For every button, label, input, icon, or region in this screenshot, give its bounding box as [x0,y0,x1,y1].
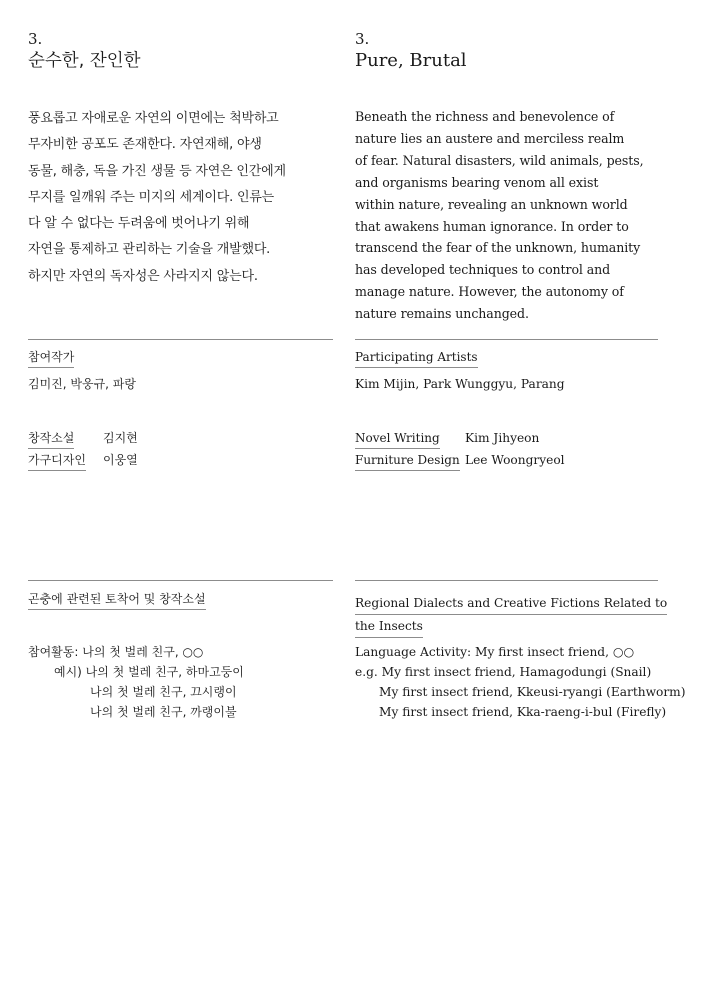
credit-role: 가구디자인 [28,453,86,471]
body-paragraph [355,106,658,325]
example-line: 나의 첫 벌레 친구, 까랭이불 [90,705,237,719]
section2-label-line: the Insects [355,615,423,638]
credit-role: Furniture Design [355,453,460,471]
body-paragraph [28,106,333,290]
artists-label: 참여작가 [28,350,74,368]
divider [355,580,658,581]
body-line: that awakens human ignorance. In order to [355,218,629,234]
body-line: of fear. Natural disasters, wild animals, pests, [355,152,644,168]
body-line: manage nature. However, the autonomy of [355,284,624,300]
body-line: nature remains unchanged. [355,306,529,322]
credit-role: Novel Writing [355,431,440,449]
body-line: nature lies an austere and merciless realm [355,130,625,146]
body-line: 하지만 자연의 독자성은 사라지지 않는다. [28,268,258,284]
body-line: 자연을 통제하고 관리하는 기술을 개발했다. [28,242,271,258]
credit-name: Lee Woongryeol [465,453,565,467]
example-line: My first insect friend, Kka-raeng-i-bul (Firefly) [379,705,667,719]
divider [355,339,658,340]
body-line: has developed techniques to control and [355,262,611,278]
credit-name: Kim Jihyeon [465,431,540,445]
activity-line: 참여활동: 나의 첫 벌레 친구, ○○ [28,645,204,659]
body-line: 풍요롭고 자애로운 자연의 이면에는 척박하고 [28,111,279,126]
activity-line: Language Activity: My first insect friend, ○○ [355,645,635,659]
section-number: 3. [355,30,370,48]
body-line: Beneath the richness and benevolence of [355,109,615,124]
body-line: 다 알 수 없다는 두려움에 벗어나기 위해 [28,216,250,232]
body-line: and organisms bearing venom all exist [355,174,599,190]
body-line: transcend the fear of the unknown, humanity [355,240,641,256]
credit-role: 창작소설 [28,431,74,449]
artists-list: 김미진, 박웅규, 파랑 [28,377,136,391]
section-title: 순수한, 잔인한 [28,51,141,71]
section2-label-line: Regional Dialects and Creative Fictions Related to [355,592,667,615]
example-line: e.g. My first insect friend, Hamagodungi (Snail) [355,665,652,679]
body-line: 무지를 일깨워 주는 미지의 세계이다. 인류는 [28,189,275,205]
divider [28,339,333,340]
credit-name: 이웅열 [103,453,138,467]
body-line: within nature, revealing an unknown world [355,196,628,212]
section-number: 3. [28,30,43,48]
example-line: My first insect friend, Kkeusi-ryangi (Earthworm) [379,685,686,699]
credit-name: 김지현 [103,431,138,445]
artists-list: Kim Mijin, Park Wunggyu, Parang [355,377,565,391]
section-title: Pure, Brutal [355,50,467,71]
section2-label: 곤충에 관련된 토착어 및 창작소설 [28,592,206,610]
body-line: 동물, 해충, 독을 가진 생물 등 자연은 인간에게 [28,163,286,179]
artists-label: Participating Artists [355,350,478,368]
section2-label [355,592,667,638]
example-line: 예시) 나의 첫 벌레 친구, 하마고둥이 [54,665,244,679]
divider [28,580,333,581]
body-line: 무자비한 공포도 존재한다. 자연재해, 야생 [28,137,262,153]
example-line: 나의 첫 벌레 친구, 끄시랭이 [90,685,237,699]
